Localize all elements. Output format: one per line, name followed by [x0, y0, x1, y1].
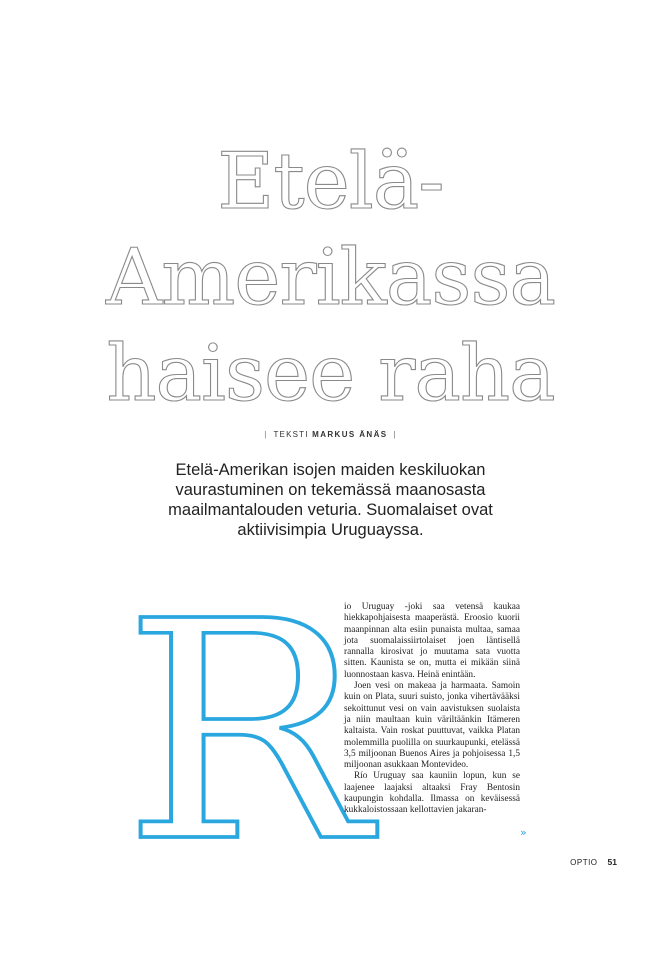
body-paragraph-1: io Uruguay -joki saa vetensä kaukaa hiekkapohjaisesta maaperästä. Eroosio kuorii maanpinnan alta esiin punaista multaa, samaa jota suomalaissiirtolaiset joen läntisellä rannalla kirosivat jo muutama sata vuotta sitten. Kaunista se on, mutta ei mikään siinä luonnostaan kasva. Heinä enintään. [344, 602, 520, 680]
byline-prefix: TEKSTI [273, 430, 309, 439]
article-body [344, 602, 520, 817]
continue-arrow-icon: » [520, 826, 527, 839]
drop-cap-letter [122, 557, 370, 909]
magazine-name: OPTIO [570, 858, 598, 867]
body-paragraph-3: Río Uruguay saa kauniin lopun, kun se laajenee laajaksi altaaksi Fray Bentosin kaupungin kohdalla. Ilmassa on keväisessä kukkaloistossaan kellottavien jakaran- [344, 771, 520, 816]
page-footer [570, 857, 617, 867]
lede-paragraph: Etelä-Amerikan isojen maiden keskiluokan vaurastuminen on tekemässä maanosasta maailmantalouden veturia. Suomalaiset ovat aktiivisimpia Uruguayssa. [168, 461, 493, 539]
title-line-3: haisee raha [106, 329, 555, 419]
body-paragraph-2: Joen vesi on makeaa ja harmaata. Samoin kuin on Plata, suuri suisto, jonka vihertävääksi sekoittunut vesi on vain aavistuksen suolaista ja niin maultaan kuin väriltäänkin Itämeren kaltaista. Vain roskat puuttuvat, vaikka Platan molemmilla puolilla on suurkaupunki, etelässä 3,5 miljoonan Buenos Aires ja pohjoisessa 1,5 miljoonan asukkaan Montevideo. [344, 681, 520, 771]
title-line-1: Etelä- [217, 137, 444, 227]
drop-cap-glyph: R [122, 557, 370, 909]
title-line-2: Amerikassa [105, 233, 555, 323]
byline [0, 430, 661, 439]
byline-author: MARKUS ÄNÄS [312, 430, 388, 439]
byline-divider-left: | [264, 430, 268, 439]
article-title [0, 134, 661, 422]
byline-divider-right: | [393, 430, 397, 439]
page-number: 51 [607, 857, 617, 867]
